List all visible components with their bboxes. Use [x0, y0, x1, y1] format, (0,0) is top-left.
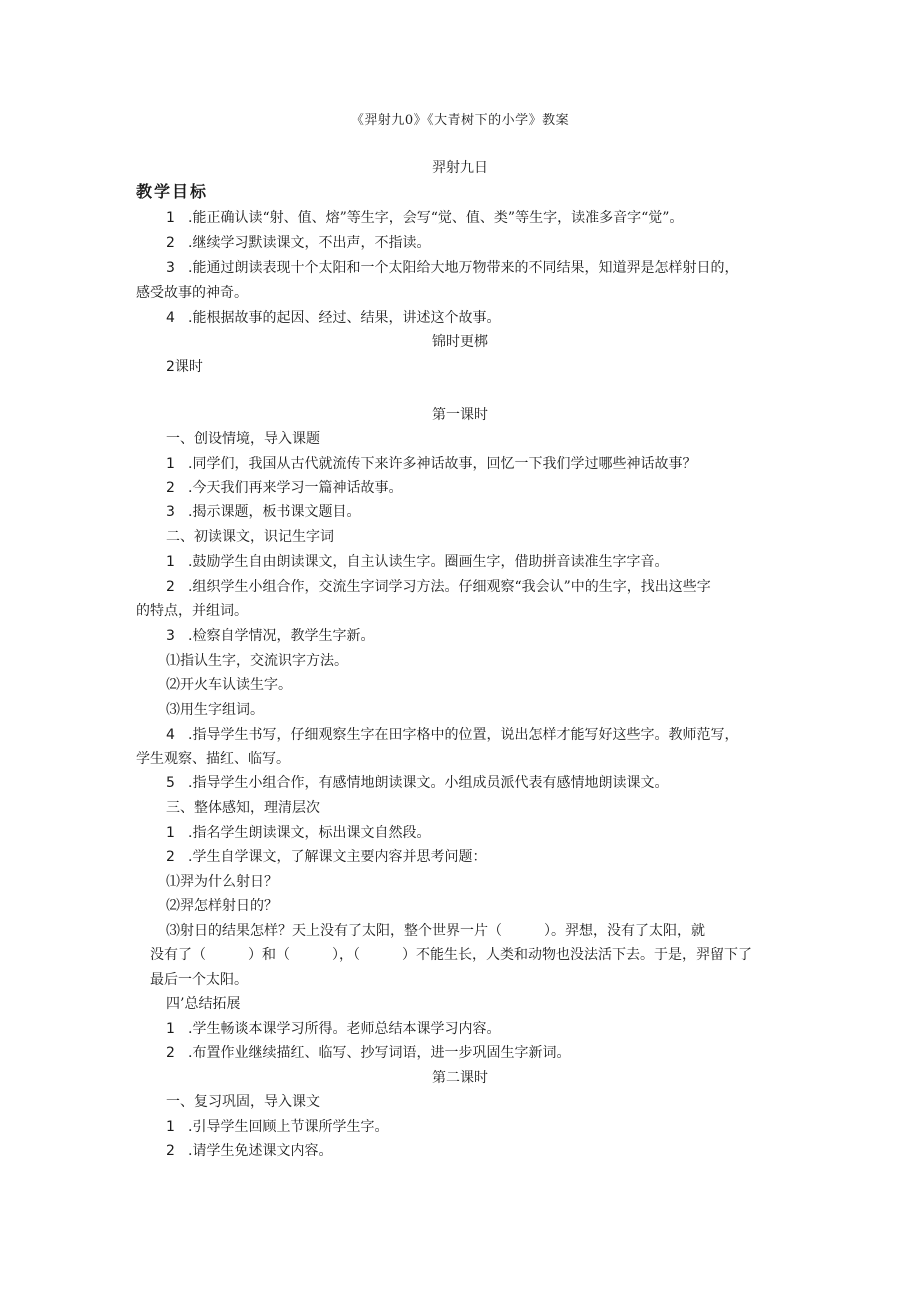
sub-item: ⑵开火车认读生字。 — [166, 677, 292, 693]
item-text: .今天我们再来学习一篇神话故事。 — [188, 480, 403, 496]
list-item — [166, 1019, 500, 1039]
sub-item: ⑶用生字组词。 — [166, 702, 264, 718]
item-text: .能通过朗读表现十个太阳和一个太阳给大地万物带来的不同结果，知道羿是怎样射日的， — [188, 260, 739, 276]
item-number: 3 — [166, 628, 175, 644]
section-heading: 三、整体感知，理清层次 — [166, 800, 320, 816]
item-number: 2 — [166, 1045, 175, 1061]
item-number: 2 — [166, 849, 175, 865]
sub-item-continued: 最后一个太阳。 — [150, 972, 248, 988]
section-heading: 四’总结拓展 — [166, 996, 241, 1012]
section-heading: 一、创设情境，导入课题 — [166, 431, 320, 447]
item-text: .指名学生朗读课文，标出课文自然段。 — [188, 825, 431, 841]
item-text: .指导学生小组合作，有感情地朗读课文。小组成员派代表有感情地朗读课文。 — [188, 775, 669, 791]
hours-value: 2课时 — [166, 359, 203, 375]
item-text: .组织学生小组合作，交流生字词学习方法。仔细观察“我会认”中的生字，找出这些字 — [188, 579, 711, 595]
list-item — [166, 725, 738, 745]
item-number: 2 — [166, 235, 175, 251]
list-item — [166, 502, 360, 522]
item-text: .请学生免述课文内容。 — [188, 1143, 333, 1159]
objective-item — [166, 233, 430, 253]
list-item — [166, 626, 374, 646]
item-text: .指导学生书写，仔细观察生字在田字格中的位置，说出怎样才能写好这些字。教师范写， — [188, 727, 739, 743]
list-item-continued: 的特点，并组词。 — [136, 603, 248, 619]
list-item — [166, 454, 696, 474]
item-number: 2 — [166, 480, 175, 496]
item-text: .学生自学课文，了解课文主要内容并思考问题： — [188, 849, 487, 865]
doc-subtitle: 羿射九日 — [432, 160, 488, 176]
list-item — [166, 577, 711, 597]
item-number: 2 — [166, 579, 175, 595]
sub-item: ⑴羿为什么射日？ — [166, 874, 278, 890]
item-text: .学生畅谈本课学习所得。老师总结本课学习内容。 — [188, 1021, 501, 1037]
item-number: 3 — [166, 260, 175, 276]
lesson-2-heading: 第二课时 — [432, 1070, 488, 1086]
objective-item — [166, 258, 738, 278]
item-number: 2 — [166, 1143, 175, 1159]
item-text: .能根据故事的起因、经过、结果，讲述这个故事。 — [188, 310, 501, 326]
item-text: .揭示课题，板书课文题目。 — [188, 504, 361, 520]
sub-item: ⑴指认生字，交流识字方法。 — [166, 653, 348, 669]
item-text: .同学们，我国从古代就流传下来许多神话故事，回忆一下我们学过哪些神话故事？ — [188, 456, 697, 472]
item-number: 1 — [166, 1119, 175, 1135]
list-item-continued: 学生观察、描红、临写。 — [136, 751, 290, 767]
item-number: 4 — [166, 727, 175, 743]
item-text: .鼓励学生自由朗读课文，自主认读生字。圈画生字，借助拼音读准生字字音。 — [188, 554, 669, 570]
list-item — [166, 823, 430, 843]
item-text: .引导学生回顾上节课所学生字。 — [188, 1119, 389, 1135]
item-text: .布置作业继续描红、临写、抄写词语，进一步巩固生字新词。 — [188, 1045, 571, 1061]
objective-item — [166, 308, 500, 328]
item-number: 1 — [166, 456, 175, 472]
doc-title: 《羿射九0》《大青树下的小学》教案 — [350, 113, 570, 128]
list-item — [166, 773, 668, 793]
list-item — [166, 1043, 570, 1063]
list-item — [166, 1141, 332, 1161]
list-item — [166, 1117, 388, 1137]
objective-item-continued: 感受故事的神奇。 — [136, 285, 248, 301]
item-number: 1 — [166, 210, 175, 226]
lesson-1-heading: 第一课时 — [432, 407, 488, 423]
item-text: .继续学习默读课文，不出声，不指读。 — [188, 235, 431, 251]
item-text: .能正确认读“射、值、熔”等生字，会写“觉、值、类”等生字，读准多音字“觉”。 — [188, 210, 684, 226]
item-number: 1 — [166, 554, 175, 570]
objective-item — [166, 208, 683, 228]
hours-heading: 锦时更梆 — [432, 334, 488, 350]
list-item — [166, 552, 668, 572]
sub-item-continued: 没有了（ ）和（ ），（ ）不能生长，人类和动物也没法活下去。于是，羿留下了 — [150, 947, 752, 963]
section-heading: 一、复习巩固，导入课文 — [166, 1094, 320, 1110]
item-number: 3 — [166, 504, 175, 520]
sub-item: ⑵羿怎样射日的？ — [166, 898, 278, 914]
sub-item: ⑶射日的结果怎样？天上没有了太阳，整个世界一片（ ）。羿想，没有了太阳，就 — [166, 923, 705, 939]
list-item — [166, 847, 486, 867]
item-text: .检察自学情况，教学生字新。 — [188, 628, 375, 644]
section-heading: 二、初读课文，识记生字词 — [166, 529, 334, 545]
item-number: 5 — [166, 775, 175, 791]
objectives-heading: 教学目标 — [136, 182, 209, 201]
item-number: 1 — [166, 825, 175, 841]
item-number: 1 — [166, 1021, 175, 1037]
list-item — [166, 478, 402, 498]
item-number: 4 — [166, 310, 175, 326]
